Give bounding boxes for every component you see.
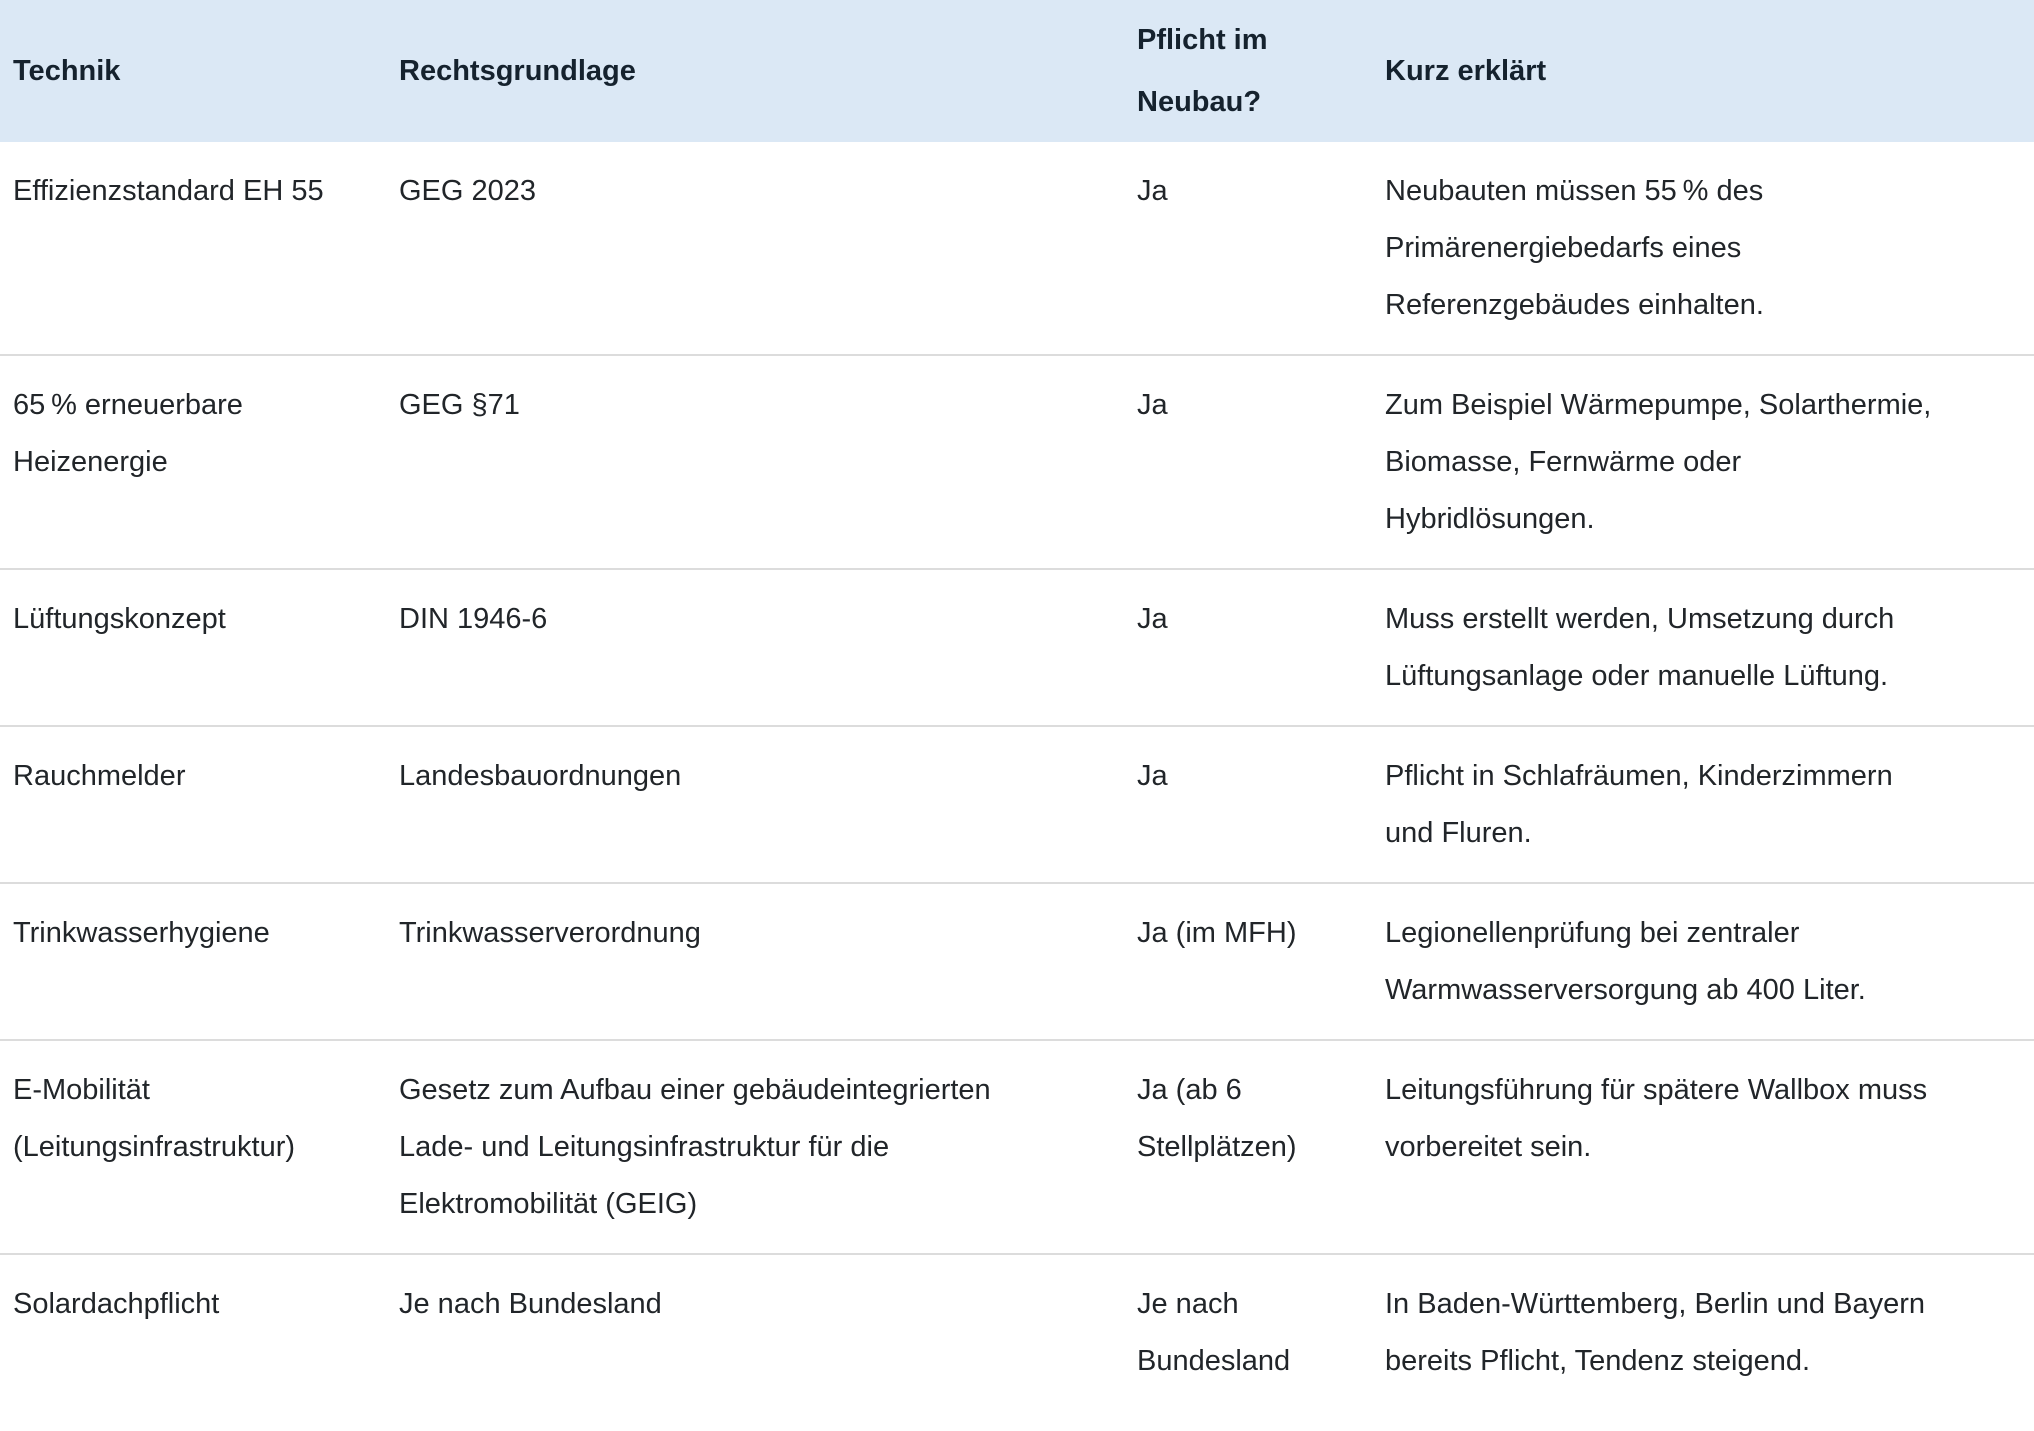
cell-erklaerung: Leitungsführung für spätere Wallbox muss vorbereitet sein. xyxy=(1385,1040,2034,1254)
cell-erklaerung: Neubauten müssen 55 % des Primärenergiebedarfs eines Referenzgebäudes einhalten. xyxy=(1385,142,2034,355)
column-header-technik: Technik xyxy=(0,0,399,142)
column-header-pflicht-im-neubau: Pflicht im Neubau? xyxy=(1137,0,1385,142)
cell-pflicht: Ja (im MFH) xyxy=(1137,883,1385,1040)
cell-technik: Lüftungskonzept xyxy=(0,569,399,726)
cell-erklaerung: Legionellenprüfung bei zentraler Warmwasserversorgung ab 400 Liter. xyxy=(1385,883,2034,1040)
column-header-rechtsgrundlage: Rechtsgrundlage xyxy=(399,0,1137,142)
table-row xyxy=(0,883,2034,1040)
column-header-kurz-erklaert: Kurz erklärt xyxy=(1385,0,2034,142)
cell-rechtsgrundlage: Gesetz zum Aufbau einer gebäudeintegrierten Lade- und Leitungsinfrastruktur für die Elektromobilität (GEIG) xyxy=(399,1040,1137,1254)
header-row xyxy=(0,0,2034,142)
cell-pflicht: Ja xyxy=(1137,726,1385,883)
cell-technik: Trinkwasserhygiene xyxy=(0,883,399,1040)
table-row xyxy=(0,569,2034,726)
cell-rechtsgrundlage: GEG 2023 xyxy=(399,142,1137,355)
table-row xyxy=(0,142,2034,355)
table-row xyxy=(0,355,2034,569)
table-row xyxy=(0,1254,2034,1431)
cell-technik: Rauchmelder xyxy=(0,726,399,883)
cell-rechtsgrundlage: Landesbauordnungen xyxy=(399,726,1137,883)
cell-erklaerung: Muss erstellt werden, Umsetzung durch Lüftungsanlage oder manuelle Lüftung. xyxy=(1385,569,2034,726)
cell-erklaerung: Pflicht in Schlafräumen, Kinderzimmern und Fluren. xyxy=(1385,726,2034,883)
cell-erklaerung: In Baden-Württemberg, Berlin und Bayern bereits Pflicht, Tendenz steigend. xyxy=(1385,1288,1925,1377)
cell-technik: Effizienzstandard EH 55 xyxy=(0,142,399,355)
cell-pflicht: Je nach Bundesland xyxy=(1137,1288,1291,1377)
cell-pflicht: Ja xyxy=(1137,142,1385,355)
cell-pflicht: Ja (ab 6 Stellplätzen) xyxy=(1137,1040,1385,1254)
cell-rechtsgrundlage: DIN 1946-6 xyxy=(399,569,1137,726)
cell-rechtsgrundlage: GEG §71 xyxy=(399,355,1137,569)
cell-rechtsgrundlage: Trinkwasserverordnung xyxy=(399,883,1137,1040)
cell-technik: 65 % erneuerbare Heizenergie xyxy=(0,355,399,569)
table-row xyxy=(0,726,2034,883)
cell-erklaerung: Zum Beispiel Wärmepumpe, Solarthermie, Biomasse, Fernwärme oder Hybridlösungen. xyxy=(1385,355,2034,569)
cell-pflicht: Ja xyxy=(1137,355,1385,569)
table-row xyxy=(0,1040,2034,1254)
cell-rechtsgrundlage: Je nach Bundesland xyxy=(399,1288,662,1320)
cell-technik: Solardachpflicht xyxy=(13,1288,220,1320)
cell-pflicht: Ja xyxy=(1137,569,1385,726)
cell-technik: E-Mobilität (Leitungsinfrastruktur) xyxy=(0,1040,399,1254)
